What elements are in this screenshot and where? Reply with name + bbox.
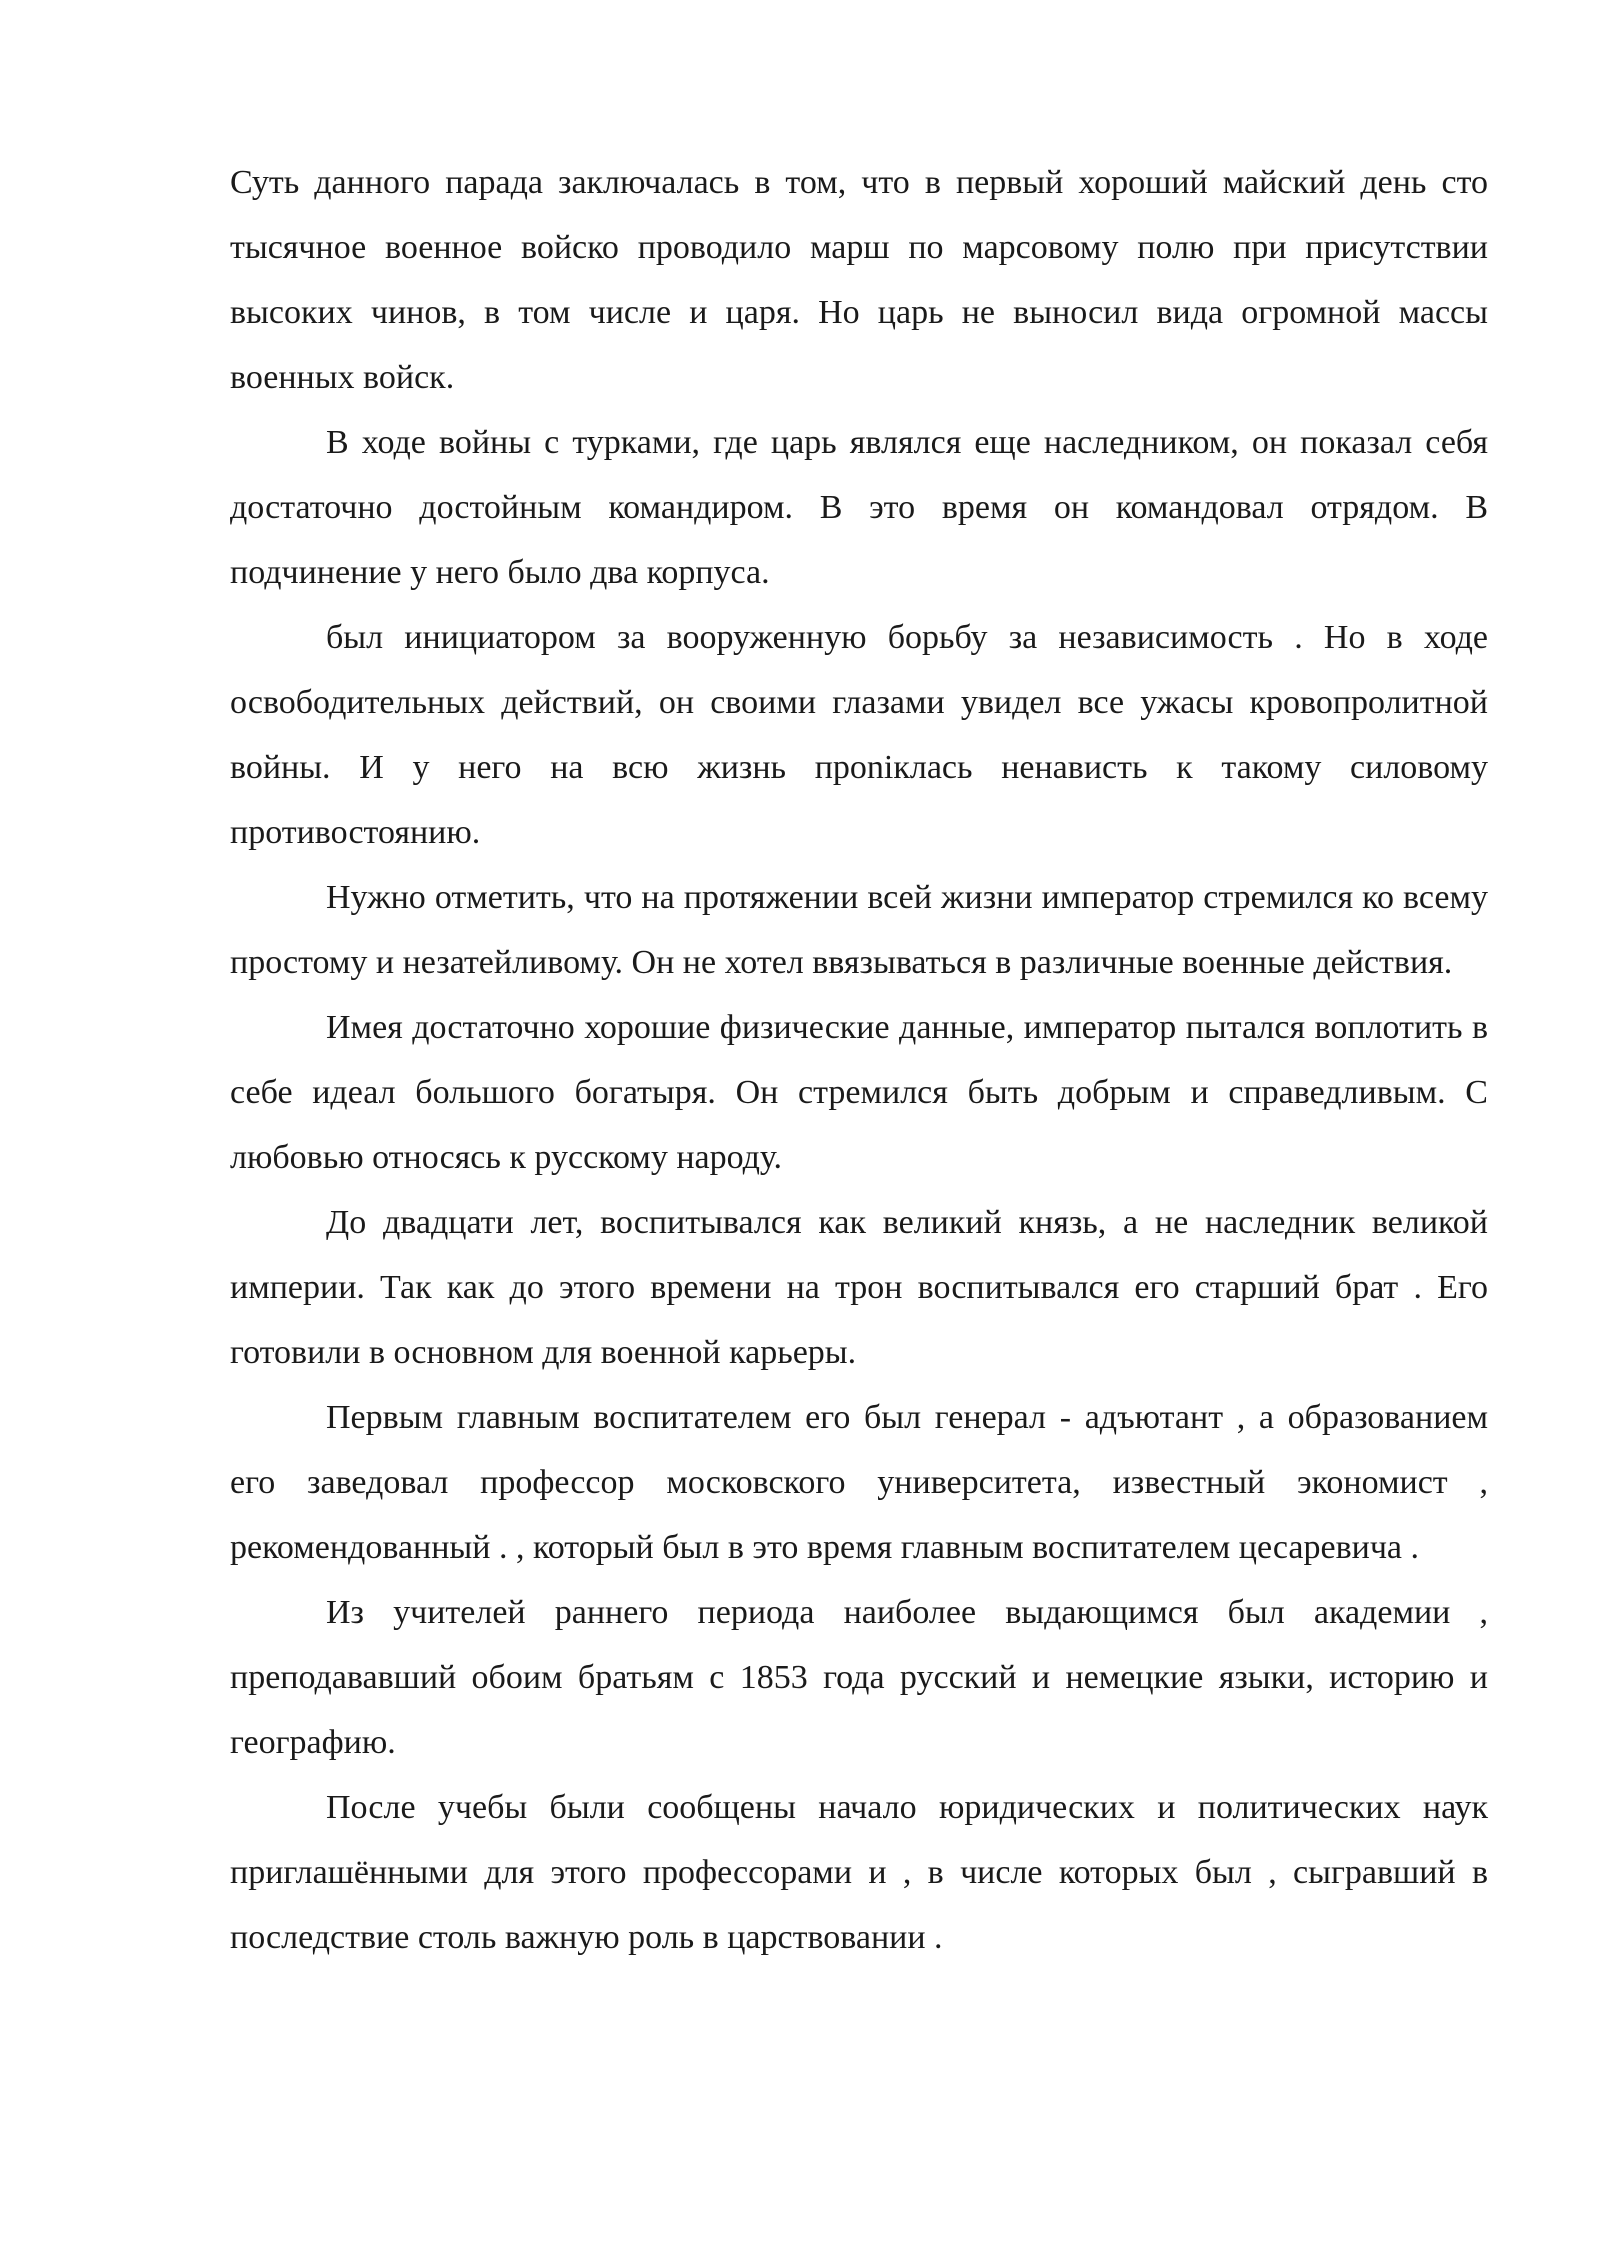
paragraph: До двадцати лет, воспитывался как великий князь, а не наследник великой империи. Так как до этого времени на трон воспитывался его старший брат . Его готовили в основном для военной карьеры. [230,1204,1488,1371]
paragraph: Из учителей раннего периода наиболее выдающимся был академии , преподававший обоим братьям с 1853 года русский и немецкие языки, историю и географию. [230,1594,1488,1761]
document-page [230,150,1488,1970]
paragraph: После учебы были сообщены начало юридических и политических наук приглашёнными для этого профессорами и , в числе которых был , сыгравший в последствие столь важную роль в царствовании . [230,1789,1488,1956]
paragraph: Первым главным воспитателем его был генерал - адъютант , а образованием его заведовал профессор московского университета, известный экономист , рекомендованный . , который был в это время главным воспитателем цесаревича . [230,1399,1488,1566]
paragraph: В ходе войны с турками, где царь являлся еще наследником, он показал себя достаточно достойным командиром. В это время он командовал отрядом. В подчинение у него было два корпуса. [230,424,1488,591]
paragraph: был инициатором за вооруженную борьбу за независимость . Но в ходе освободительных действий, он своими глазами увидел все ужасы кровопролитной войны. И у него на всю жизнь проniклась ненависть к такому силовому противостоянию. [230,619,1488,851]
paragraph: Нужно отметить, что на протяжении всей жизни император стремился ко всему простому и незатейливому. Он не хотел ввязываться в различные военные действия. [230,879,1488,981]
paragraph: Суть данного парада заключалась в том, что в первый хороший майский день сто тысячное военное войско проводило марш по марсовому полю при присутствии высоких чинов, в том числе и царя. Но царь не выносил вида огромной массы военных войск. [230,164,1488,396]
paragraph: Имея достаточно хорошие физические данные, император пытался воплотить в себе идеал большого богатыря. Он стремился быть добрым и справедливым. С любовью относясь к русскому народу. [230,1009,1488,1176]
